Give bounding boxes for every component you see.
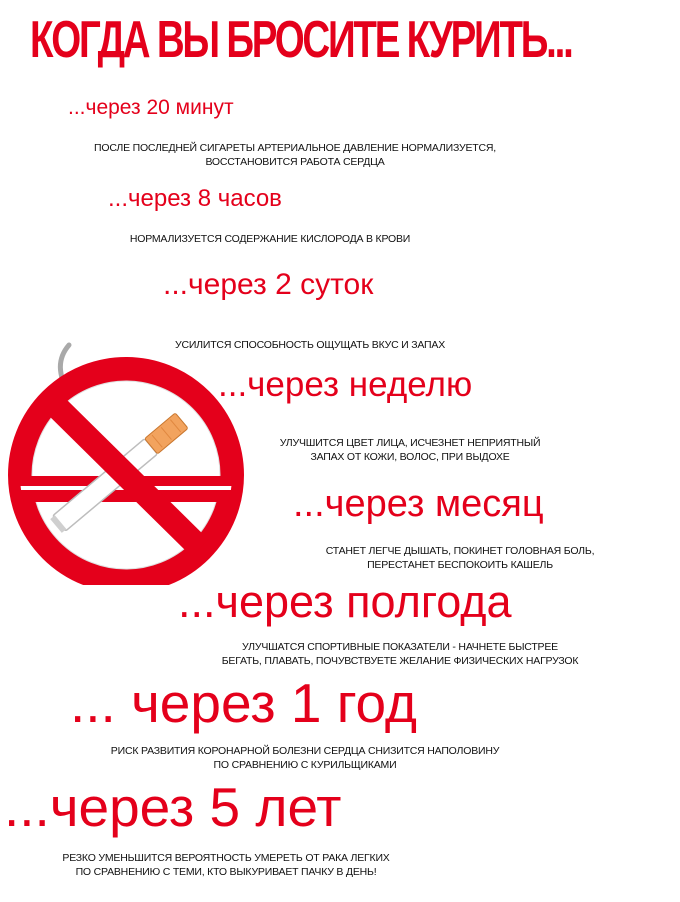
no-smoking-icon	[4, 340, 249, 585]
description-line: НОРМАЛИЗУЕТСЯ СОДЕРЖАНИЕ КИСЛОРОДА В КРОВИ	[129, 233, 411, 245]
timeline-heading-1-year: ... через 1 год	[70, 672, 418, 734]
timeline-heading-week: ...через неделю	[218, 365, 473, 404]
timeline-heading-5-years: ...через 5 лет	[4, 776, 342, 838]
description-line: УЛУЧШАТСЯ СПОРТИВНЫЕ ПОКАЗАТЕЛИ - НАЧНЕТЕ БЫСТРЕЕ	[242, 641, 558, 653]
timeline-description-20-minutes	[10, 141, 580, 169]
description-line: ВОССТАНОВИТСЯ РАБОТА СЕРДЦА	[205, 156, 385, 168]
timeline-heading-2-days: ...через 2 суток	[163, 268, 374, 301]
timeline-heading-month: ...через месяц	[293, 483, 544, 525]
poster-title: КОГДА ВЫ БРОСИТЕ КУРИТЬ...	[30, 11, 572, 69]
timeline-heading-8-hours: ...через 8 часов	[108, 185, 282, 212]
timeline-description-8-hours	[60, 232, 480, 246]
description-line: РИСК РАЗВИТИЯ КОРОНАРНОЙ БОЛЕЗНИ СЕРДЦА СНИЗИТСЯ НАПОЛОВИНУ	[110, 745, 500, 757]
timeline-description-week	[220, 436, 600, 464]
timeline-heading-20-minutes: ...через 20 минут	[68, 96, 234, 119]
description-line: ЗАПАХ ОТ КОЖИ, ВОЛОС, ПРИ ВЫДОХЕ	[310, 451, 510, 463]
description-line: УСИЛИТСЯ СПОСОБНОСТЬ ОЩУЩАТЬ ВКУС И ЗАПАХ	[174, 339, 446, 351]
description-line: СТАНЕТ ЛЕГЧЕ ДЫШАТЬ, ПОКИНЕТ ГОЛОВНАЯ БОЛЬ,	[325, 545, 595, 557]
timeline-description-5-years	[6, 851, 446, 879]
description-line: УЛУЧШИТСЯ ЦВЕТ ЛИЦА, ИСЧЕЗНЕТ НЕПРИЯТНЫЙ	[279, 437, 541, 449]
timeline-description-half-year	[120, 640, 680, 668]
timeline-description-month	[255, 544, 665, 572]
timeline-description-1-year	[10, 744, 600, 772]
description-line: ПО СРАВНЕНИЮ С ТЕМИ, КТО ВЫКУРИВАЕТ ПАЧКУ В ДЕНЬ!	[75, 866, 377, 878]
timeline-heading-half-year: ...через полгода	[178, 576, 512, 627]
description-line: РЕЗКО УМЕНЬШИТСЯ ВЕРОЯТНОСТЬ УМЕРЕТЬ ОТ РАКА ЛЕГКИХ	[62, 852, 390, 864]
description-line: ПЕРЕСТАНЕТ БЕСПОКОИТЬ КАШЕЛЬ	[367, 559, 553, 571]
description-line: БЕГАТЬ, ПЛАВАТЬ, ПОЧУВСТВУЕТЕ ЖЕЛАНИЕ ФИЗИЧЕСКИХ НАГРУЗОК	[221, 655, 579, 667]
description-line: ПОСЛЕ ПОСЛЕДНЕЙ СИГАРЕТЫ АРТЕРИАЛЬНОЕ ДАВЛЕНИЕ НОРМАЛИЗУЕТСЯ,	[94, 142, 496, 154]
description-line: ПО СРАВНЕНИЮ С КУРИЛЬЩИКАМИ	[213, 759, 397, 771]
